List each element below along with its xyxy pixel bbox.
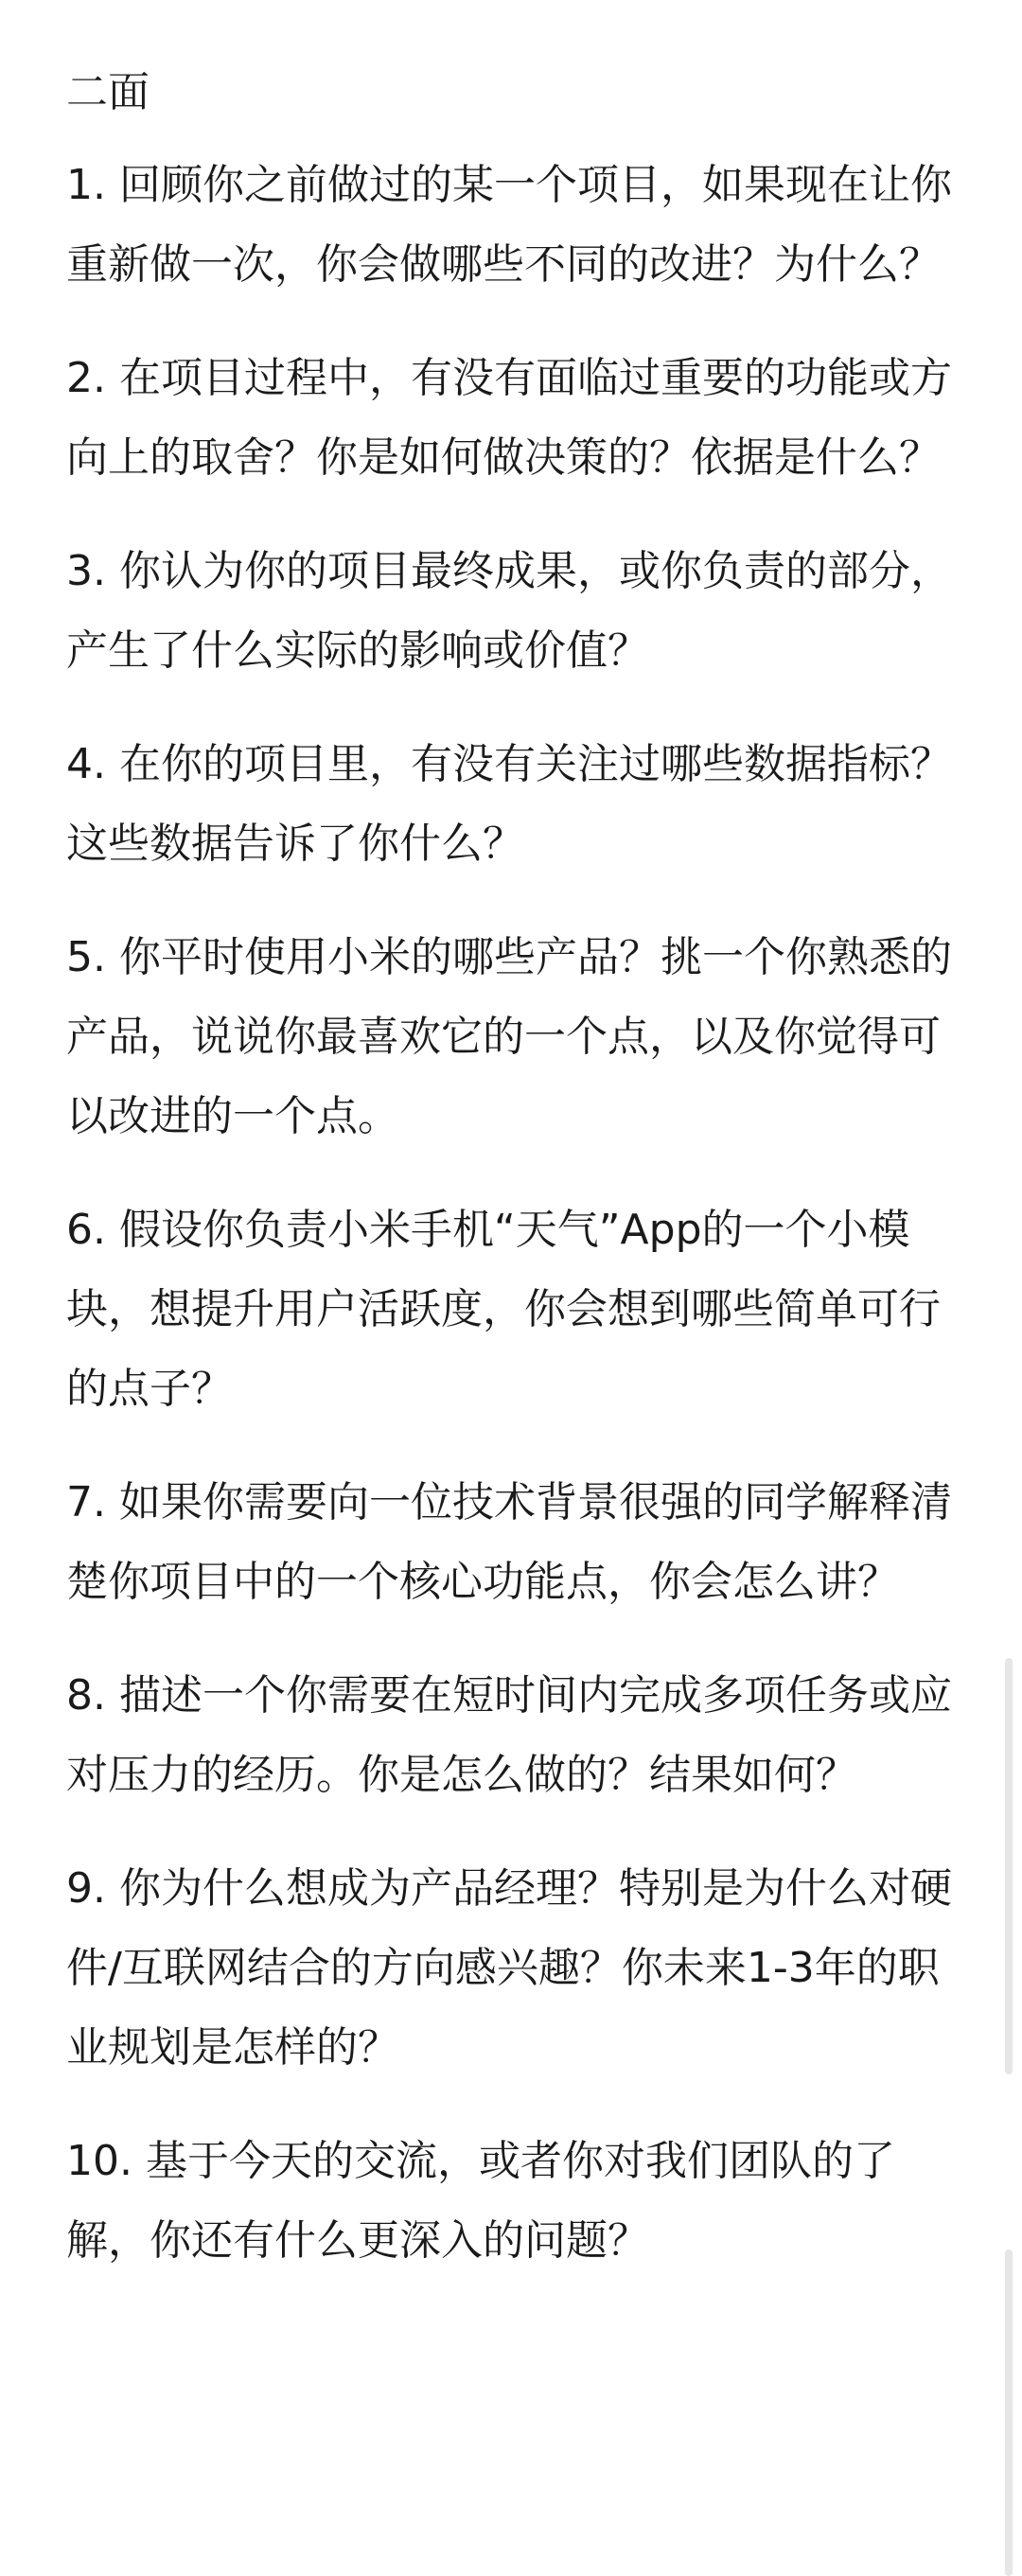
question-10: 10. 基于今天的交流，或者你对我们团队的了解，你还有什么更深入的问题？ xyxy=(66,2137,895,2265)
question-7: 7. 如果你需要向一位技术背景很强的同学解释清楚你项目中的一个核心功能点，你会怎么讲？ xyxy=(66,1478,952,1606)
scrollbar[interactable] xyxy=(1005,1658,1013,2576)
question-6: 6. 假设你负责小米手机“天气”App的一个小模块，想提升用户活跃度，你会想到哪些简单可行的点子？ xyxy=(66,1206,941,1413)
question-8: 8. 描述一个你需要在短时间内完成多项任务或应对压力的经历。你是怎么做的？结果如何？ xyxy=(66,1671,952,1799)
question-5: 5. 你平时使用小米的哪些产品？挑一个你熟悉的产品，说说你最喜欢它的一个点，以及你觉得可以改进的一个点。 xyxy=(66,933,952,1140)
question-3: 3. 你认为你的项目最终成果，或你负责的部分，产生了什么实际的影响或价值？ xyxy=(66,547,952,675)
scrollbar-thumb[interactable] xyxy=(1005,1658,1013,2074)
scrollbar-thumb-secondary[interactable] xyxy=(1005,2250,1013,2576)
page-title: 二面 xyxy=(66,68,150,116)
question-4: 4. 在你的项目里，有没有关注过哪些数据指标？这些数据告诉了你什么？ xyxy=(66,740,952,868)
document-body xyxy=(66,53,965,2315)
question-9: 9. 你为什么想成为产品经理？特别是为什么对硬件/互联网结合的方向感兴趣？你未来1-3年的职业规划是怎样的？ xyxy=(66,1864,952,2072)
question-1: 1. 回顾你之前做过的某一个项目，如果现在让你重新做一次，你会做哪些不同的改进？为什么？ xyxy=(66,161,952,289)
question-2: 2. 在项目过程中，有没有面临过重要的功能或方向上的取舍？你是如何做决策的？依据是什么？ xyxy=(66,354,952,482)
